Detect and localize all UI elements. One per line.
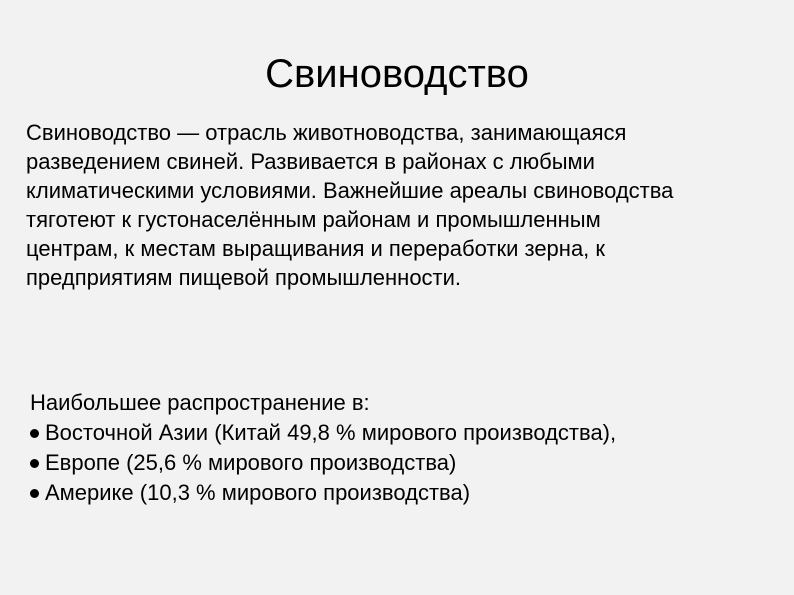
distribution-list xyxy=(30,418,770,508)
intro-paragraph xyxy=(26,118,792,292)
paragraph-line: разведением свиней. Развивается в районах с любыми xyxy=(26,149,595,174)
paragraph-line: климатическими условиями. Важнейшие ареалы свиноводства xyxy=(26,178,674,203)
paragraph-line: Свиноводство — отрасль животноводства, занимающаяся xyxy=(26,120,627,145)
list-item-text: Европе (25,6 % мирового производства) xyxy=(45,450,457,475)
distribution-section xyxy=(30,388,770,508)
list-item-text: Восточной Азии (Китай 49,8 % мирового производства), xyxy=(45,420,617,445)
bullet-icon xyxy=(30,429,39,438)
distribution-heading: Наибольшее распространение в: xyxy=(30,390,370,415)
list-item xyxy=(30,418,770,448)
slide-title: Свиноводство xyxy=(265,52,529,96)
paragraph-line: центрам, к местам выращивания и переработки зерна, к xyxy=(26,236,606,261)
bullet-icon xyxy=(30,459,39,468)
list-item xyxy=(30,478,770,508)
bullet-icon xyxy=(30,489,39,498)
list-item xyxy=(30,448,770,478)
list-item-text: Америке (10,3 % мирового производства) xyxy=(45,480,471,505)
paragraph-line: предприятиям пищевой промышленности. xyxy=(26,265,462,290)
paragraph-line: тяготеют к густонаселённым районам и промышленным xyxy=(26,207,601,232)
